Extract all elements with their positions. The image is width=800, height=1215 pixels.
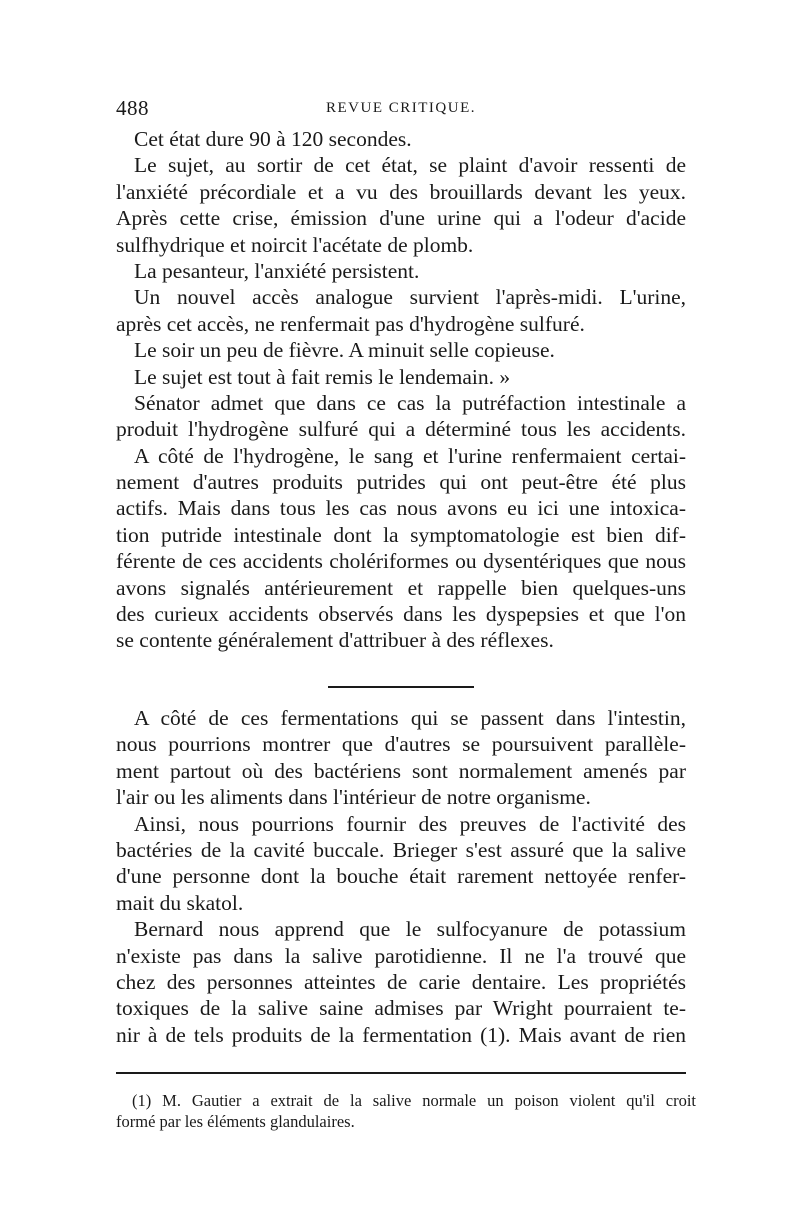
text-line: toxiques de la salive saine admises par Wright pourraient te- xyxy=(116,996,686,1021)
text-line: nous pourrions montrer que d'autres se poursuivent parallèle- xyxy=(116,732,686,757)
paragraph xyxy=(116,284,686,337)
text-line: tion putride intestinale dont la symptomatologie est bien dif- xyxy=(116,522,686,547)
paragraph xyxy=(116,152,686,258)
text-line: mait du skatol. xyxy=(116,890,244,915)
paragraph xyxy=(116,443,686,654)
text-line: Le soir un peu de fièvre. A minuit selle copieuse. xyxy=(134,338,555,363)
paragraph xyxy=(116,364,686,390)
text-line: l'air ou les aliments dans l'intérieur de notre organisme. xyxy=(116,785,591,810)
text-line: produit l'hydrogène sulfuré qui a déterminé tous les accidents. xyxy=(116,417,686,442)
body-text-part-2 xyxy=(116,705,686,1048)
running-head xyxy=(116,96,686,126)
journal-title: REVUE CRITIQUE. xyxy=(326,100,476,116)
text-line: férente de ces accidents cholériformes ou dysentériques que nous xyxy=(116,549,686,574)
text-line: A côté de ces fermentations qui se passent dans l'intestin, xyxy=(134,706,686,730)
paragraph xyxy=(116,705,686,811)
text-line: Bernard nous apprend que le sulfocyanure de potassium xyxy=(134,917,686,942)
paragraph xyxy=(116,390,686,443)
text-line: Cet état dure 90 à 120 secondes. xyxy=(134,127,412,151)
page-number: 488 xyxy=(116,96,149,120)
text-line: se contente généralement d'attribuer à des réflexes. xyxy=(116,628,554,653)
text-line: bactéries de la cavité buccale. Brieger s'est assuré que la salive xyxy=(116,837,686,862)
paragraph xyxy=(116,916,686,1048)
text-line: l'anxiété précordiale et a vu des brouillards devant les yeux. xyxy=(116,179,686,204)
text-line: sulfhydrique et noircit l'acétate de plomb. xyxy=(116,232,474,257)
text-line: chez des personnes atteintes de carie dentaire. Les propriétés xyxy=(116,969,686,994)
paragraph xyxy=(116,811,686,917)
footnote-line: formé par les éléments glandulaires. xyxy=(116,1112,355,1131)
paragraph xyxy=(116,258,686,284)
text-line: nir à de tels produits de la fermentation (1). Mais avant de rien xyxy=(116,1022,686,1047)
text-line: A côté de l'hydrogène, le sang et l'urine renfermaient certai- xyxy=(134,443,686,468)
text-line: avons signalés antérieurement et rappelle bien quelques-uns xyxy=(116,575,686,600)
text-line: après cet accès, ne renfermait pas d'hydrogène sulfuré. xyxy=(116,311,585,336)
text-line: nement d'autres produits putrides qui ont peut-être été plus xyxy=(116,470,686,495)
paragraph xyxy=(116,126,686,152)
text-line: Le sujet est tout à fait remis le lendemain. » xyxy=(134,364,511,389)
text-line: Sénator admet que dans ce cas la putréfaction intestinale a xyxy=(134,390,686,415)
text-line: Un nouvel accès analogue survient l'après-midi. L'urine, xyxy=(134,285,686,310)
text-line: Ainsi, nous pourrions fournir des preuves de l'activité des xyxy=(134,811,686,836)
footnote-line: (1) M. Gautier a extrait de la salive normale un poison violent qu'il croit xyxy=(132,1091,696,1110)
text-line: Après cette crise, émission d'une urine qui a l'odeur d'acide xyxy=(116,206,686,231)
text-line: Le sujet, au sortir de cet état, se plaint d'avoir ressenti de xyxy=(134,153,686,178)
footnote-divider xyxy=(116,1072,686,1074)
body-text-part-1 xyxy=(116,126,686,654)
text-line: n'existe pas dans la salive parotidienne. Il ne l'a trouvé que xyxy=(116,943,686,968)
section-divider xyxy=(328,686,474,688)
footnote xyxy=(116,1090,696,1132)
text-line: ment partout où des bactériens sont normalement amenés par xyxy=(116,758,686,783)
paragraph xyxy=(116,337,686,363)
text-line: La pesanteur, l'anxiété persistent. xyxy=(134,258,420,283)
text-line: d'une personne dont la bouche était rarement nettoyée renfer- xyxy=(116,864,686,889)
text-line: des curieux accidents observés dans les dyspepsies et que l'on xyxy=(116,602,686,627)
text-line: actifs. Mais dans tous les cas nous avons eu ici une intoxica- xyxy=(116,496,686,521)
